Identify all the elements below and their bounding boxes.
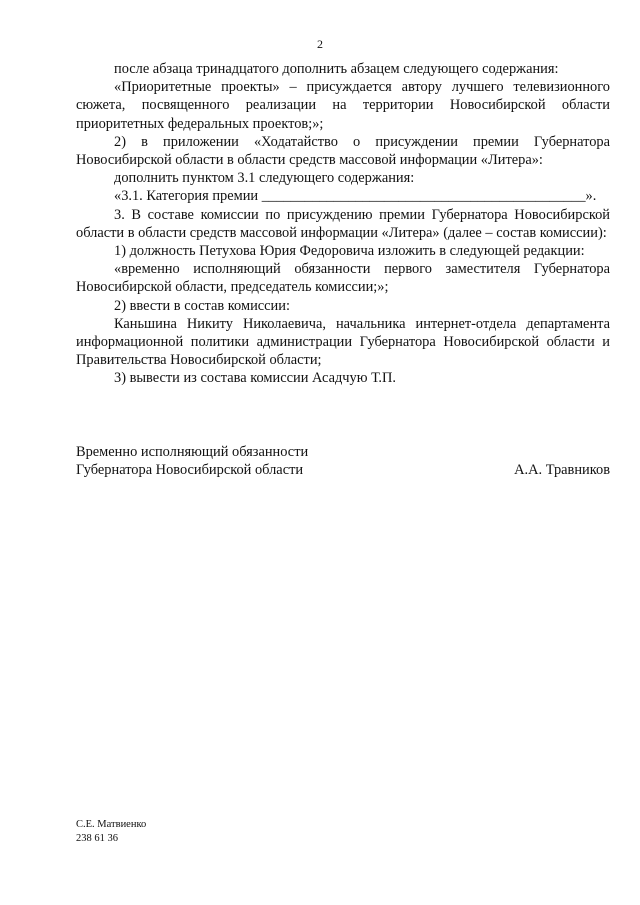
signatory-title-line-1: Временно исполняющий обязанности — [76, 444, 309, 460]
paragraph: 3) вывести из состава комиссии Асадчую Т.П. — [114, 370, 397, 387]
footer-contact — [76, 818, 146, 846]
paragraph: после абзаца тринадцатого дополнить абзацем следующего содержания: — [114, 61, 559, 77]
signatory-title-line-2: Губернатора Новосибирской области — [76, 462, 304, 479]
page-number: 2 — [317, 37, 323, 51]
signatory-name: А.А. Травников — [514, 462, 610, 479]
paragraph: Каньшина Никиту Николаевича, начальника интернет-отдела департамента информационной политики администрации Губернатора Новосибирской области и Правительства Новосибирской области; — [76, 315, 610, 369]
paragraph: дополнить пунктом 3.1 следующего содержания: — [114, 170, 415, 187]
paragraph: 2) в приложении «Ходатайство о присуждении премии Губернатора Новосибирской области в области средств массовой информации «Литера»: — [76, 133, 610, 169]
author-phone: 238 61 36 — [76, 833, 118, 844]
paragraph: «3.1. Категория премии _____________________________________________». — [114, 188, 597, 205]
paragraph: «временно исполняющий обязанности первого заместителя Губернатора Новосибирской области, председатель комиссии;»; — [76, 261, 610, 296]
paragraph: 2) ввести в состав комиссии: — [114, 297, 290, 314]
paragraph: 3. В составе комиссии по присуждению премии Губернатора Новосибирской области в области средств массовой информации «Литера» (далее – состав комиссии): — [76, 206, 610, 241]
signature-row — [76, 461, 610, 479]
signature-block — [76, 443, 610, 479]
paragraph: 1) должность Петухова Юрия Федоровича изложить в следующей редакции: — [114, 243, 585, 260]
author-name: С.Е. Матвиенко — [76, 819, 147, 830]
document-body — [76, 60, 610, 388]
paragraph: «Приоритетные проекты» – присуждается автору лучшего телевизионного сюжета, посвященного реализации на территории Новосибирской области приоритетных федеральных проектов;»; — [76, 79, 610, 132]
